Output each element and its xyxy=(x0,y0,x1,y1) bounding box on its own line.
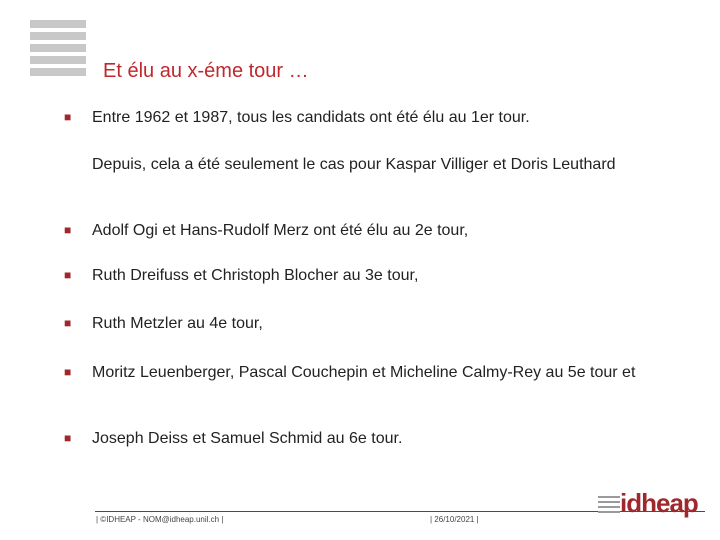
bullet-text-4: Ruth Dreifuss et Christoph Blocher au 3e tour, xyxy=(92,267,419,284)
bullet-text-3: Adolf Ogi et Hans-Rudolf Merz ont été élu au 2e tour, xyxy=(92,222,469,239)
bullet-marker: ■ xyxy=(64,431,72,445)
logo-bar xyxy=(30,20,86,28)
idheap-logo xyxy=(598,488,698,522)
bullet-marker: ■ xyxy=(64,365,72,379)
bullet-text-7: Joseph Deiss et Samuel Schmid au 6e tour. xyxy=(92,430,403,447)
bullet-text-5: Ruth Metzler au 4e tour, xyxy=(92,315,263,332)
bullet-marker: ■ xyxy=(64,110,72,124)
bullet-marker: ■ xyxy=(64,316,72,330)
bullet-marker: ■ xyxy=(64,268,72,282)
logo-bar xyxy=(30,32,86,40)
footer-copyright: | ©IDHEAP - NOM@idheap.unil.ch | xyxy=(96,515,224,524)
logo-bar xyxy=(30,44,86,52)
bullet-text-6: Moritz Leuenberger, Pascal Couchepin et Micheline Calmy-Rey au 5e tour et xyxy=(92,364,636,381)
brand-wordmark: idheap xyxy=(620,488,698,518)
logo-bar xyxy=(30,56,86,64)
footer-date: | 26/10/2021 | xyxy=(430,515,479,524)
bullet-text-2: Depuis, cela a été seulement le cas pour Kaspar Villiger et Doris Leuthard xyxy=(92,156,616,173)
logo-bar xyxy=(30,68,86,76)
slide-title: Et élu au x-éme tour … xyxy=(103,60,309,82)
bullet-marker: ■ xyxy=(64,223,72,237)
bullet-text-1: Entre 1962 et 1987, tous les candidats ont été élu au 1er tour. xyxy=(92,109,530,126)
